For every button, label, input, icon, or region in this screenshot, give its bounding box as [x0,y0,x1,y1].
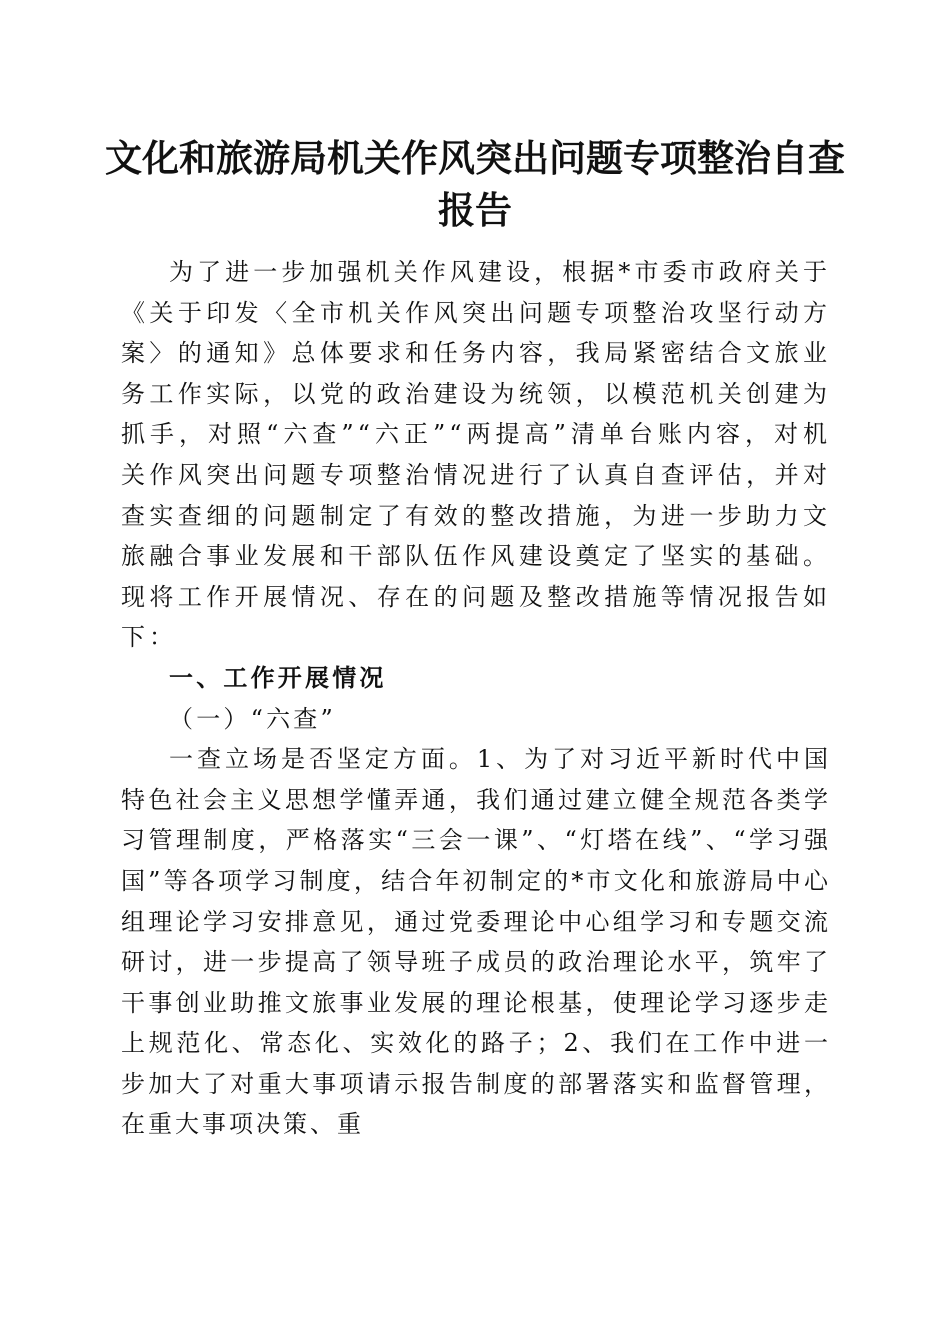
document-title-line-1: 文化和旅游局机关作风突出问题专项整治自查 [105,136,845,180]
document-title-line-2: 报告 [438,188,512,232]
section-heading: 一、工作开展情况 [169,663,387,692]
body-paragraph: 一查立场是否坚定方面。1、为了对习近平新时代中国特色社会主义思想学懂弄通，我们通过建立健全规范各类学习管理制度，严格落实“三会一课”、“灯塔在线”、“学习强国”等各项学习制度，结合年初制定的*市文化和旅游局中心组理论学习安排意见，通过党委理论中心组学习和专题交流研讨，进一步提高了领导班子成员的政治理论水平，筑牢了干事创业助推文旅事业发展的理论根基，使理论学习逐步走上规范化、常态化、实效化的路子；2、我们在工作中进一步加大了对重大事项请示报告制度的部署落实和监督管理，在重大事项决策、重 [121,745,831,1139]
document-body [121,252,831,1145]
intro-paragraph: 为了进一步加强机关作风建设，根据*市委市政府关于《关于印发〈全市机关作风突出问题专项整治攻坚行动方案〉的通知》总体要求和任务内容，我局紧密结合文旅业务工作实际，以党的政治建设为统领，以模范机关创建为抓手，对照“六查”“六正”“两提高”清单台账内容，对机关作风突出问题专项整治情况进行了认真自查评估，并对查实查细的问题制定了有效的整改措施，为进一步助力文旅融合事业发展和干部队伍作风建设奠定了坚实的基础。现将工作开展情况、存在的问题及整改措施等情况报告如下： [121,258,831,652]
document-title [100,132,850,236]
subsection-heading: （一）“六查” [169,704,336,733]
